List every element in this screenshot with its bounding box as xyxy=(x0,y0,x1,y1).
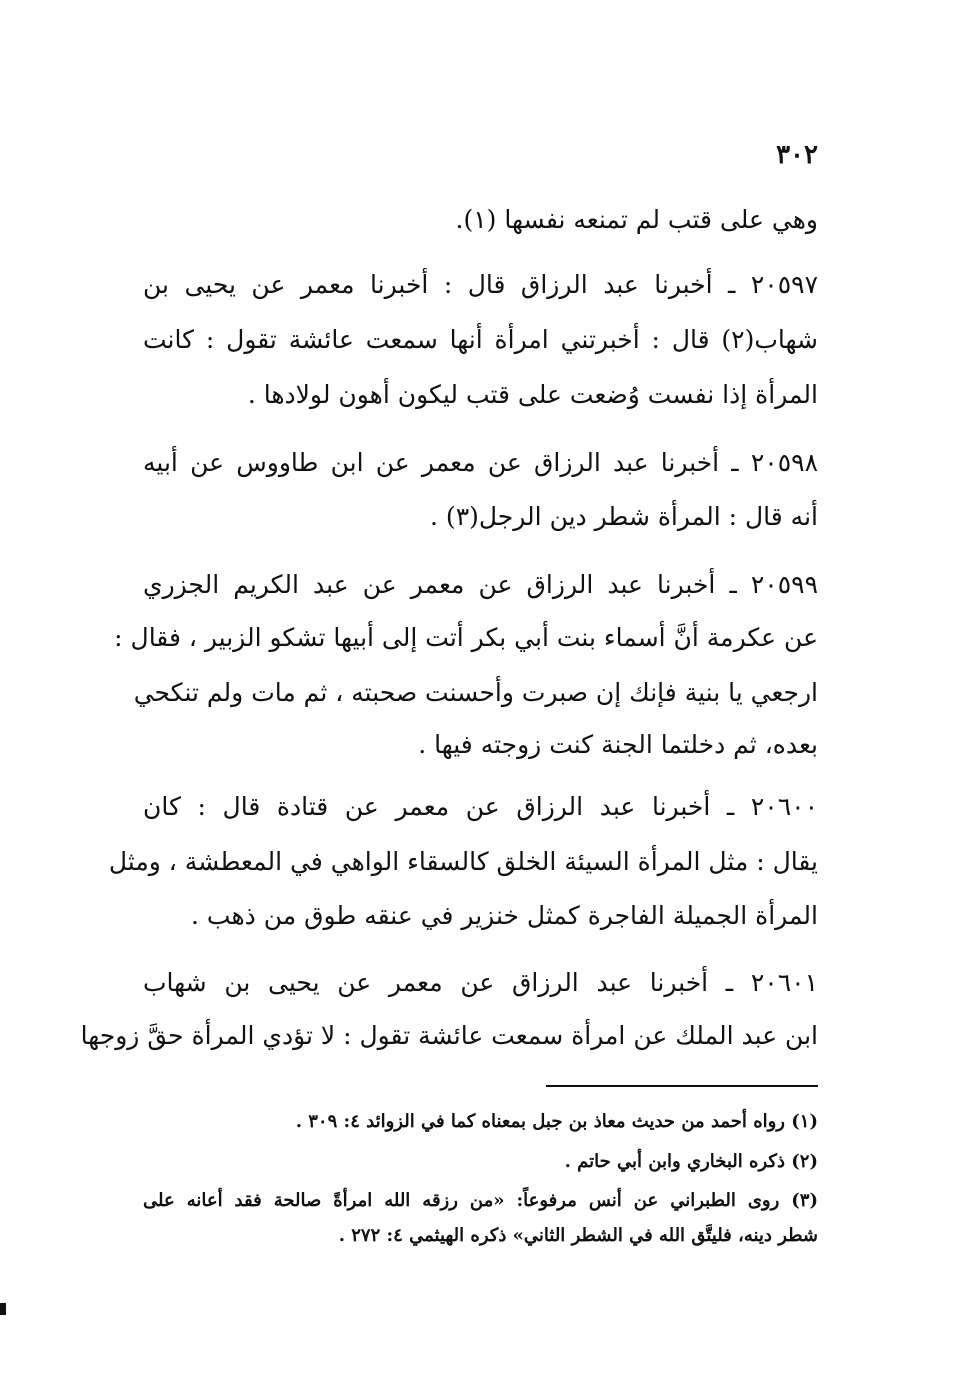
text-line: المرأة الجميلة الفاجرة كمثل خنزير في عنقه طوق من ذهب . xyxy=(191,901,818,930)
footnote: (١) رواه أحمد من حديث معاذ بن جبل بمعناه كما في الزوائد ٤: ٣٠٩ . xyxy=(295,1111,818,1132)
text-line: عن عكرمة أنَّ أسماء بنت أبي بكر أتت إلى أبيها تشكو الزبير ، فقال : xyxy=(114,623,818,652)
text-line: وهي على قتب لم تمنعه نفسها (١). xyxy=(455,205,818,234)
text-line: ٢٠٦٠١ ـ أخبرنا عبد الرزاق عن معمر عن يحيى بن شهاب xyxy=(143,968,818,997)
footnote: (٢) ذكره البخاري وابن أبي حاتم . xyxy=(564,1151,818,1172)
page-number: ٣٠٢ xyxy=(776,140,818,170)
footnote: (٣) روى الطبراني عن أنس مرفوعاً: «من رزقه الله امرأةً صالحة فقد أعانه على xyxy=(143,1190,818,1211)
text-line: ٢٠٥٩٧ ـ أخبرنا عبد الرزاق قال : أخبرنا معمر عن يحيى بن xyxy=(143,270,818,299)
text-line: ٢٠٥٩٨ ـ أخبرنا عبد الرزاق عن معمر عن ابن طاووس عن أبيه xyxy=(143,448,818,477)
text-line: ابن عبد الملك عن امرأة سمعت عائشة تقول : لا تؤدي المرأة حقَّ زوجها xyxy=(80,1021,818,1050)
text-line: ٢٠٥٩٩ ـ أخبرنا عبد الرزاق عن معمر عن عبد الكريم الجزري xyxy=(143,570,818,599)
footnote-divider xyxy=(546,1085,818,1087)
footnote: شطر دينه، فليتَّق الله في الشطر الثاني» ذكره الهيثمي ٤: ٢٧٢ . xyxy=(338,1225,818,1246)
text-line: يقال : مثل المرأة السيئة الخلق كالسقاء الواهي في المعطشة ، ومثل xyxy=(108,847,818,876)
text-line: المرأة إذا نفست وُضعت على قتب ليكون أهون لولادها . xyxy=(247,380,818,409)
scan-mark xyxy=(0,1303,6,1315)
text-line: أنه قال : المرأة شطر دين الرجل(٣) . xyxy=(430,502,818,531)
text-line: شهاب(٢) قال : أخبرتني امرأة أنها سمعت عائشة تقول : كانت xyxy=(143,325,818,354)
text-line: بعده، ثم دخلتما الجنة كنت زوجته فيها . xyxy=(418,730,818,759)
text-line: ٢٠٦٠٠ ـ أخبرنا عبد الرزاق عن معمر عن قتادة قال : كان xyxy=(143,792,818,821)
text-line: ارجعي يا بنية فإنك إن صبرت وأحسنت صحبته ، ثم مات ولم تنكحي xyxy=(133,678,818,707)
